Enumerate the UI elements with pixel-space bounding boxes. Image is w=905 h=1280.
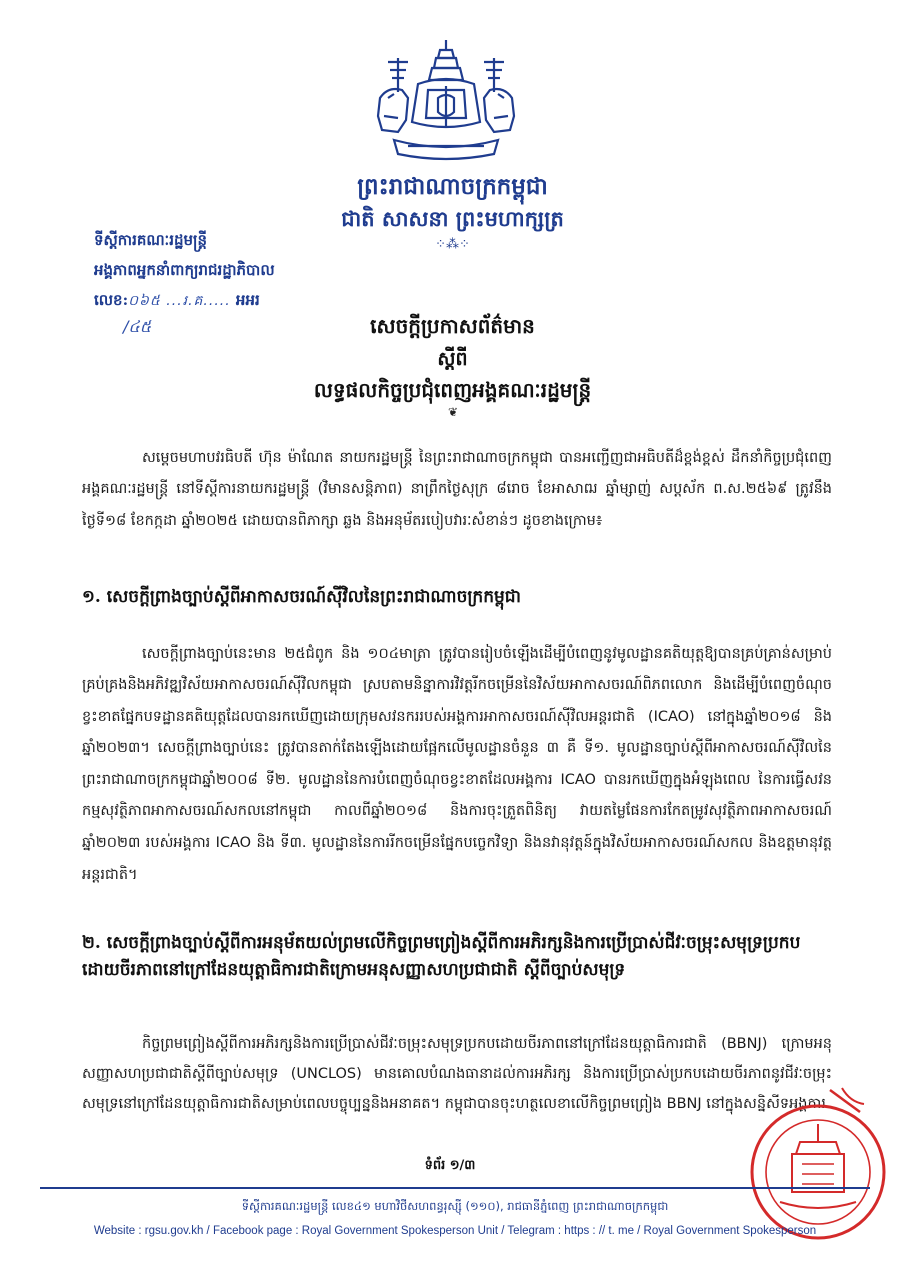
handwritten-reference: /៤៥ — [123, 317, 152, 336]
reference-label: លេខ: — [94, 291, 129, 309]
header-ornament: ⁘⁂⁘ — [435, 237, 470, 252]
footer-address: ទីស្តីការគណៈរដ្ឋមន្ត្រី លេខ៤១ មហាវិថីសហពន្ធរុស្ស៊ី (១១០), រាជធានីភ្នំពេញ ព្រះរាជាណាចក្រកម្ពុជា — [241, 1199, 669, 1213]
document-title-about: ស្តីពី — [437, 348, 468, 370]
document-title: សេចក្តីប្រកាសព័ត៌មាន — [370, 314, 535, 338]
reference-line — [94, 289, 260, 312]
document-subject: លទ្ធផលកិច្ចប្រជុំពេញអង្គគណៈរដ្ឋមន្ត្រី — [313, 378, 592, 402]
reference-suffix: អអរ — [235, 291, 260, 309]
page-number: ទំព័រ ១/៣ — [424, 1158, 476, 1173]
intro-paragraph: សម្តេចមហាបវរធិបតី ហ៊ុន ម៉ាណែត នាយករដ្ឋមន្ត្រី នៃព្រះរាជាណាចក្រកម្ពុជា បានអញ្ជើញជាអធិបតីដ៏ខ្ពង់ខ្ពស់ ដឹកនាំកិច្ចប្រជុំពេញអង្គគណៈរដ្ឋមន្ត្រី នៅទីស្តីការនាយករដ្ឋមន្ត្រី (វិមានសន្តិភាព) នាព្រឹកថ្ងៃសុក្រ ៨រោច ខែអាសាឍ ឆ្នាំម្សាញ់ សប្តស័ក ព.ស.២៥៦៩ ត្រូវនឹងថ្ងៃទី១៨ ខែកក្កដា ឆ្នាំ២០២៥ ដោយបានពិភាក្សា ឆ្លង និងអនុម័តរបៀបវារៈសំខាន់ៗ ដូចខាងក្រោម៖ — [82, 449, 832, 529]
reference-number: ០៦៥ ...រ.គ..... — [128, 293, 231, 309]
footer-divider — [40, 1187, 870, 1189]
section-1-body: សេចក្តីព្រាងច្បាប់នេះមាន ២៥ជំពូក និង ១០៤មាត្រា ត្រូវបានរៀបចំឡើងដើម្បីបំពេញនូវមូលដ្ឋានគតិយុត្តឱ្យបានគ្រប់គ្រាន់សម្រាប់គ្រប់គ្រងនិងអភិវឌ្ឍវិស័យអាកាសចរណ៍ស៊ីវិលកម្ពុជា ស្របតាមនិន្នាការវិវត្តរីកចម្រើននៃវិស័យអាកាសចរណ៍ពិភពលោក និងដើម្បីបំពេញចំណុចខ្វះខាតផ្នែកបទដ្ឋានគតិយុត្តដែលបានរកឃើញដោយក្រុមសវនកររបស់អង្គការអាកាសចរណ៍ស៊ីវិលអន្តរជាតិ (ICAO) នៅក្នុងឆ្នាំ២០១៨ និងឆ្នាំ២០២៣។ សេចក្តីព្រាងច្បាប់នេះ ត្រូវបានតាក់តែងឡើងដោយផ្អែកលើមូលដ្ឋានចំនួន ៣ គឺ ទី១. មូលដ្ឋានច្បាប់ស្តីពីអាកាសចរណ៍ស៊ីវិលនៃព្រះរាជាណាចក្រកម្ពុជាឆ្នាំ២០០៨ ទី២. មូលដ្ឋាននៃការបំពេញចំណុចខ្វះខាតដែលអង្គការ ICAO បានរកឃើញក្នុងអំឡុងពេល នៃការធ្វើសវនកម្មសុវត្ថិភាពអាកាសចរណ៍សកលនៅកម្ពុជា កាលពីឆ្នាំ២០១៨ និងការចុះត្រួតពិនិត្យ វាយតម្លៃផែនការកែតម្រូវសុវត្ថិភាពអាកាសចរណ៍ឆ្នាំ២០២៣ របស់អង្គការ ICAO និង ទី៣. មូលដ្ឋាននៃការរីកចម្រើនផ្នែកបច្ចេកវិទ្យា និងនវានុវត្តន៍ក្នុងវិស័យអាកាសចរណ៍សកល និងឧត្តមានុវត្តអន្តរជាតិ។ — [82, 645, 832, 883]
section-2-body: កិច្ចព្រមព្រៀងស្តីពីការអភិរក្សនិងការប្រើប្រាស់ជីវៈចម្រុះសមុទ្រប្រកបដោយចីរភាពនៅក្រៅដែនយុត្តាធិការជាតិ (BBNJ) ក្រោមអនុសញ្ញាសហប្រជាជាតិស្តីពីច្បាប់សមុទ្រ (UNCLOS) មានគោលបំណងធានាដល់ការអភិរក្ស និងការប្រើប្រាស់ប្រកបដោយចីរភាពនូវជីវៈចម្រុះសមុទ្រនៅក្រៅដែនយុត្តាធិការជាតិសម្រាប់ពេលបច្ចុប្បន្ននិងអនាគត។ កម្ពុជាបានចុះហត្ថលេខាលើកិច្ចព្រមព្រៀង BBNJ នៅក្នុងសន្និសីទអង្គការ — [82, 1035, 832, 1112]
royal-coat-of-arms-icon — [368, 36, 524, 166]
issuer-office-line2: អង្គភាពអ្នកនាំពាក្យរាជរដ្ឋាភិបាល — [94, 261, 275, 279]
title-ornament: ❦ — [447, 405, 459, 419]
kingdom-name: ព្រះរាជាណាចក្រកម្ពុជា — [357, 173, 548, 200]
section-2-heading: ២. សេចក្តីព្រាងច្បាប់ស្តីពីការអនុម័តយល់ព្រមលើកិច្ចព្រមព្រៀងស្តីពីការអភិរក្សនិងការប្រើប្រាស់ជីវៈចម្រុះសមុទ្រប្រកបដោយចីរភាពនៅក្រៅដែនយុត្តាធិការជាតិក្រោមអនុសញ្ញាសហប្រជាជាតិ ស្តីពីច្បាប់សមុទ្រ — [82, 933, 801, 980]
issuer-office-line1: ទីស្ដីការគណៈរដ្ឋមន្ត្រី — [94, 231, 208, 249]
national-motto: ជាតិ សាសនា ព្រះមហាក្សត្រ — [341, 206, 564, 231]
footer-contact-links: Website : rgsu.gov.kh / Facebook page : Royal Government Spokesperson Unit / Telegram : https : // t. me / Royal Government Spokesperson — [93, 1225, 817, 1237]
section-1-heading: ១. សេចក្តីព្រាងច្បាប់ស្តីពីអាកាសចរណ៍ស៊ីវិលនៃព្រះរាជាណាចក្រកម្ពុជា — [82, 587, 521, 607]
